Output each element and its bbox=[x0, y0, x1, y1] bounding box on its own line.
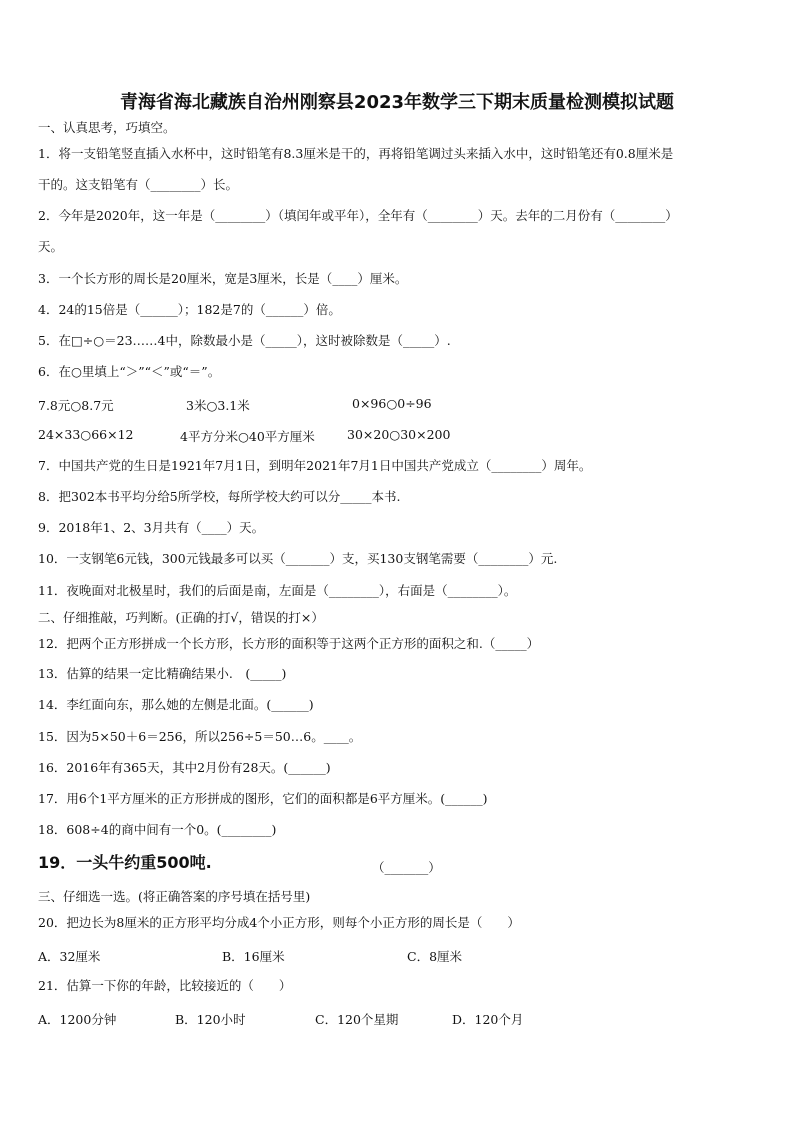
question-18: 18．608÷4的商中间有一个0。(________) bbox=[38, 822, 277, 837]
section-2-heading: 二、仔细推敲，巧判断。(正确的打√，错误的打×） bbox=[38, 610, 324, 625]
question-19: 19．一头牛约重500吨. bbox=[38, 853, 212, 872]
question-1-line-2: 干的。这支铅笔有（________）长。 bbox=[38, 177, 239, 192]
q6-item-5: 4平方分米○40平方厘米 bbox=[180, 429, 315, 444]
question-16: 16．2016年有365天，其中2月份有28天。(______) bbox=[38, 760, 331, 775]
question-5: 5．在□÷○＝23……4中，除数最小是（_____），这时被除数是（_____）. bbox=[38, 333, 451, 348]
q21-option-c: C．120个星期 bbox=[315, 1012, 399, 1027]
q6-item-4: 24×33○66×12 bbox=[38, 427, 134, 442]
section-1-heading: 一、认真思考，巧填空。 bbox=[38, 120, 176, 135]
question-11: 11．夜晚面对北极星时，我们的后面是南，左面是（________），右面是（________）。 bbox=[38, 583, 517, 598]
q6-item-3: 0×96○0÷96 bbox=[352, 396, 432, 411]
question-15: 15．因为5×50＋6＝256，所以256÷5＝50…6。____。 bbox=[38, 729, 362, 744]
question-2-line-2: 天。 bbox=[38, 239, 64, 254]
page-title: 青海省海北藏族自治州刚察县2023年数学三下期末质量检测模拟试题 bbox=[119, 92, 675, 113]
question-13: 13．估算的结果一定比精确结果小. (_____) bbox=[38, 666, 287, 681]
question-8: 8．把302本书平均分给5所学校，每所学校大约可以分_____本书. bbox=[38, 489, 401, 504]
question-10: 10．一支钢笔6元钱，300元钱最多可以买（_______）支，买130支钢笔需要（________）元. bbox=[38, 551, 558, 566]
question-20: 20．把边长为8厘米的正方形平均分成4个小正方形，则每个小正方形的周长是（ ） bbox=[38, 915, 520, 930]
question-2-line-1: 2．今年是2020年，这一年是（________）（填闰年或平年），全年有（________）天。去年的二月份有（________） bbox=[38, 208, 678, 223]
question-1-line-1: 1．将一支铅笔竖直插入水杯中，这时铅笔有8.3厘米是干的，再将铅笔调过头来插入水中，这时铅笔还有0.8厘米是 bbox=[38, 146, 674, 161]
question-17: 17．用6个1平方厘米的正方形拼成的图形，它们的面积都是6平方厘米。(______) bbox=[38, 791, 488, 806]
q21-option-a: A．1200分钟 bbox=[38, 1012, 117, 1027]
q20-option-b: B．16厘米 bbox=[222, 949, 285, 964]
q20-option-c: C．8厘米 bbox=[407, 949, 463, 964]
question-6: 6．在○里填上“＞”“＜”或“＝”。 bbox=[38, 364, 221, 379]
question-9: 9．2018年1、2、3月共有（____）天。 bbox=[38, 520, 265, 535]
q21-option-b: B．120小时 bbox=[175, 1012, 246, 1027]
q6-item-6: 30×20○30×200 bbox=[347, 427, 451, 442]
question-14: 14．李红面向东，那么她的左侧是北面。(______) bbox=[38, 697, 314, 712]
question-7: 7．中国共产党的生日是1921年7月1日，到明年2021年7月1日中国共产党成立（________）周年。 bbox=[38, 458, 592, 473]
question-3: 3．一个长方形的周长是20厘米，宽是3厘米，长是（____）厘米。 bbox=[38, 271, 408, 286]
q21-option-d: D．120个月 bbox=[452, 1012, 524, 1027]
q20-option-a: A．32厘米 bbox=[38, 949, 101, 964]
q6-item-2: 3米○3.1米 bbox=[186, 398, 250, 413]
section-3-heading: 三、仔细选一选。(将正确答案的序号填在括号里) bbox=[38, 889, 311, 904]
question-12: 12．把两个正方形拼成一个长方形，长方形的面积等于这两个正方形的面积之和.（_____） bbox=[38, 636, 540, 651]
q6-item-1: 7.8元○8.7元 bbox=[38, 398, 114, 413]
question-4: 4．24的15倍是（______）；182是7的（______）倍。 bbox=[38, 302, 341, 317]
question-21: 21．估算一下你的年龄，比较接近的（ ） bbox=[38, 978, 292, 993]
question-19-answer-blank: （_______） bbox=[372, 860, 441, 875]
